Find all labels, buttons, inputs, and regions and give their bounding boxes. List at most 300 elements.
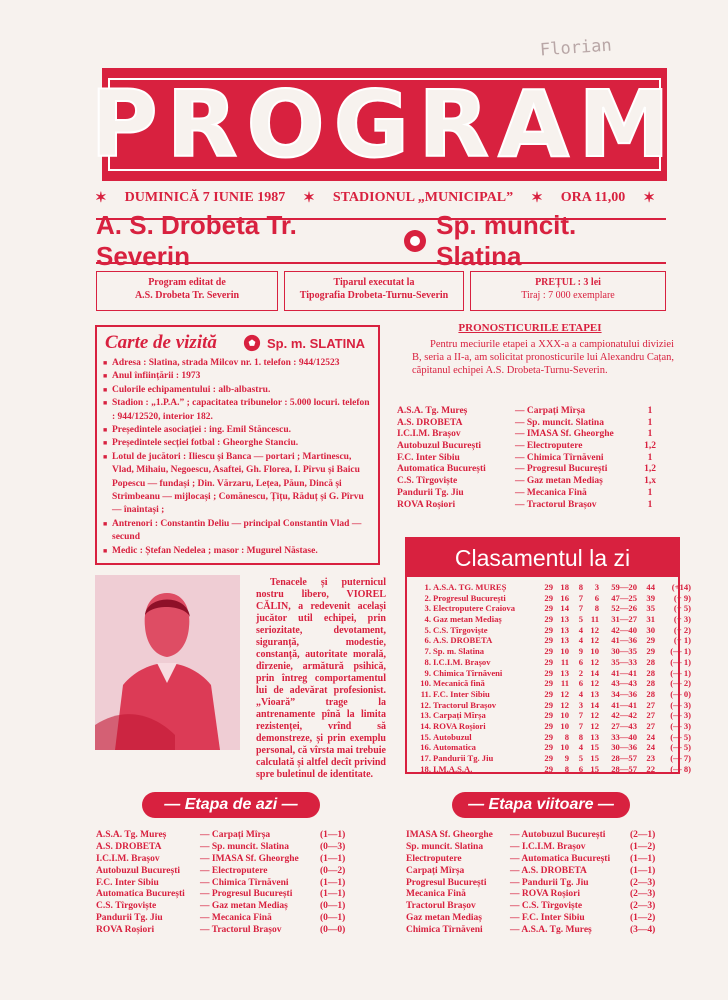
- edited-by-label: Program editat de: [148, 277, 226, 288]
- fixture-away: — F.C. Inter Sibiu: [510, 913, 585, 924]
- standings-row: [415, 678, 691, 689]
- standings-cell: 27: [646, 710, 655, 721]
- fixture-halftime: (1—1): [320, 830, 346, 840]
- standings-cell: 7: [578, 592, 583, 603]
- standings-cell: 29: [544, 667, 553, 678]
- standings-cell: (— 1): [670, 656, 691, 667]
- standings-cell: 29: [544, 592, 553, 603]
- fixture-row: [406, 901, 691, 913]
- next-round-heading: — Etapa viitoare —: [452, 792, 630, 818]
- fixture-home: IMASA Sf. Gheorghe: [406, 830, 493, 840]
- fixture-home: Electroputere: [406, 853, 462, 864]
- fixture-home: F.C. Inter Sibiu: [96, 877, 159, 888]
- standings-cell: 29: [544, 603, 553, 614]
- standings-cell: 11: [560, 656, 569, 667]
- prono-away: — Chimica Tîrnăveni: [515, 452, 604, 463]
- fixture-away: — Autobuzul București: [510, 830, 606, 840]
- standings-cell: A.S.A. TG. MUREȘ: [433, 582, 507, 592]
- standings-cell: 29: [544, 720, 553, 731]
- title-banner-frame: [90, 70, 679, 178]
- standings-cell: 24: [646, 742, 655, 753]
- standings-cell: 35: [646, 603, 655, 614]
- fixture-row: [96, 830, 381, 842]
- football-icon: [404, 230, 426, 252]
- standings-cell: 8.: [424, 656, 431, 667]
- fixture-home: Tractorul Brașov: [406, 901, 476, 912]
- today-fixtures: [96, 830, 381, 937]
- fixture-home: A.S.A. Tg. Mureș: [96, 830, 167, 840]
- card-item: ■ Culorile echipamentului : alb-albastru.: [103, 384, 373, 397]
- standings-cell: 8: [578, 582, 583, 592]
- standings-cell: 29: [544, 763, 553, 774]
- standings-cell: 14.: [420, 720, 431, 731]
- today-round-title: Etapa de azi: [184, 796, 278, 813]
- edited-by-box: [96, 271, 278, 311]
- fixture-row: [96, 913, 381, 925]
- standings-cell: 9: [578, 646, 583, 657]
- fixture-away: — Sp. muncit. Slatina: [200, 841, 289, 852]
- standings-cell: Autobuzul: [433, 731, 472, 742]
- standings-cell: 11: [560, 678, 569, 689]
- standings-cell: 47—25: [611, 592, 637, 603]
- star-icon: ✶: [531, 191, 543, 206]
- standings-cell: 14: [560, 603, 569, 614]
- standings-cell: 4: [578, 688, 583, 699]
- prono-tip: 1,x: [644, 476, 656, 487]
- standings-cell: Mecanică fină: [433, 678, 485, 689]
- fixture-row: [96, 889, 381, 901]
- fixture-row: [96, 866, 381, 878]
- fixture-halftime: (0—1): [320, 913, 346, 924]
- star-icon: ✶: [643, 191, 655, 206]
- standings-cell: 27: [646, 699, 655, 710]
- standings-cell: 33—40: [611, 731, 637, 742]
- standings-cell: 43—43: [611, 678, 637, 689]
- standings-cell: 29: [544, 699, 553, 710]
- standings-cell: 3: [594, 582, 599, 592]
- standings-cell: 6: [594, 592, 599, 603]
- fixture-away: — Tractorul Brașov: [200, 925, 282, 936]
- fixture-row: [96, 901, 381, 913]
- prono-tip: 1: [647, 452, 653, 463]
- standings-cell: 4: [578, 624, 583, 635]
- standings-table: [415, 582, 691, 774]
- fixture-halftime: (0—0): [320, 925, 346, 936]
- prono-heading: PRONOSTICURILE ETAPEI: [458, 322, 602, 334]
- fixture-halftime: (2—1): [630, 830, 656, 840]
- standings-row: [415, 731, 691, 743]
- fixture-halftime: (0—3): [320, 841, 346, 852]
- standings-cell: 17.: [420, 753, 431, 763]
- standings-cell: (— 3): [670, 710, 691, 721]
- standings-cell: 12: [590, 720, 599, 731]
- standings-row: [415, 646, 691, 657]
- card-item: ■ Antrenori : Constantin Deliu — principal Constantin Vlad — secund: [103, 518, 373, 545]
- standings-cell: 31—27: [611, 614, 637, 625]
- prono-row: [397, 441, 665, 453]
- standings-cell: 1.: [424, 582, 431, 592]
- fixture-away: — I.C.I.M. Brașov: [510, 841, 586, 852]
- standings-cell: (+ 9): [673, 592, 691, 603]
- standings-row: [415, 699, 691, 711]
- standings-cell: 29: [646, 635, 655, 646]
- player-bio: Tenacele și puternicul nostru libero, VIOREL CĂLIN, a redevenit același jucător util echipei, prin seriozitate, devotament, siguranță, modestie, constanță, autoritate morală, dîrzenie, armătură psihică, prin întreg comportamentul lui de adevărat profesionist. „Vioară” trage la antrenamente pînă la limita rezistenței, vrînd să demonstreze, și prin exemplu personal, că vîrsta mai trebuie calculată și altfel decît privind spre buletinul de identitate.: [256, 577, 386, 780]
- player-photo-drawing: [95, 575, 240, 750]
- prono-row: [397, 476, 665, 488]
- standings-cell: (— 8): [670, 763, 691, 774]
- prono-away: — Carpați Mîrșa: [515, 406, 586, 416]
- stadium: STADIONUL „MUNICIPAL”: [332, 190, 514, 205]
- football-icon: [243, 334, 261, 352]
- standings-cell: 5: [578, 753, 583, 763]
- fixture-halftime: (2—3): [630, 901, 656, 912]
- standings-cell: 34—36: [611, 688, 637, 699]
- fixture-row: [96, 925, 381, 937]
- standings-cell: 39: [646, 592, 655, 603]
- standings-cell: 52—26: [611, 603, 637, 614]
- standings-cell: 29: [544, 753, 553, 763]
- standings-cell: 35—33: [611, 656, 637, 667]
- standings-row: [415, 742, 691, 753]
- star-icon: ✶: [95, 191, 107, 206]
- prono-tip: 1: [647, 429, 653, 440]
- fixture-away: — Electroputere: [200, 865, 268, 876]
- standings-cell: (— 1): [670, 646, 691, 657]
- standings-cell: A.S. DROBETA: [433, 635, 493, 646]
- fixture-away: — ROVA Roșiori: [510, 889, 581, 900]
- standings-cell: 7.: [424, 646, 431, 657]
- fixture-row: [96, 854, 381, 866]
- prono-away: — Progresul București: [515, 464, 608, 475]
- fixture-halftime: (3—4): [630, 925, 656, 936]
- fixture-row: [406, 866, 691, 878]
- standings-cell: 15: [590, 763, 599, 774]
- standings-cell: 29: [544, 731, 553, 742]
- standings-cell: (+ 5): [673, 603, 691, 614]
- prono-row: [397, 488, 665, 500]
- prono-tip: 1: [647, 417, 653, 428]
- standings-cell: 29: [646, 646, 655, 657]
- fixture-halftime: (2—3): [630, 877, 656, 888]
- card-items: [103, 357, 373, 558]
- standings-cell: 29: [544, 742, 553, 753]
- standings-cell: 28—57: [611, 753, 637, 763]
- fixture-home: ROVA Roșiori: [96, 925, 155, 936]
- standings-row: [415, 753, 691, 764]
- standings-cell: ROVA Roșiori: [433, 720, 486, 731]
- standings-cell: 28: [646, 678, 655, 689]
- standings-box: [405, 537, 691, 774]
- prono-away: — Tractorul Brașov: [515, 499, 597, 510]
- prono-intro: Pentru meciurile etapei a XXX-a a campionatului diviziei B, seria a II-a, am solicitat pronosticurile lui Alexandru Cațan, căpitanul echipei A.S. Drobeta-Turnu-Severin.: [412, 339, 674, 376]
- kickoff-time: ORA 11,00: [560, 190, 626, 205]
- standings-cell: I.C.I.M. Brașov: [433, 656, 491, 667]
- fixture-home: Carpați Mîrșa: [406, 865, 465, 876]
- card-item: ■ Președintele secției fotbal : Gheorghe Stanciu.: [103, 437, 373, 450]
- standings-cell: 14: [590, 667, 599, 678]
- standings-cell: 12: [590, 710, 599, 721]
- fixture-away: — Gaz metan Mediaș: [200, 901, 288, 912]
- fixture-home: Mecanica Fină: [406, 889, 466, 900]
- fixture-row: [406, 842, 691, 854]
- prono-row: [397, 464, 665, 476]
- standings-cell: 8: [564, 731, 569, 742]
- standings-cell: 10: [560, 742, 569, 753]
- standings-cell: 42—42: [611, 710, 637, 721]
- prono-tip: 1: [647, 406, 653, 416]
- standings-cell: Carpați Mîrșa: [433, 710, 486, 721]
- standings-cell: 15.: [420, 731, 431, 742]
- standings-cell: (— 2): [670, 678, 691, 689]
- fixture-row: [96, 842, 381, 854]
- standings-cell: 12: [590, 656, 599, 667]
- title-banner: [90, 68, 679, 181]
- prono-away: — Electroputere: [515, 441, 583, 452]
- prono-row: [397, 453, 665, 465]
- prono-tip: 1,2: [644, 441, 656, 452]
- fixture-away: — Carpați Mîrșa: [200, 830, 271, 840]
- standings-cell: 29: [544, 678, 553, 689]
- standings-cell: 5.: [424, 624, 431, 635]
- visiting-card: [95, 325, 380, 565]
- standings-cell: 3: [578, 699, 583, 710]
- player-photo: [95, 575, 240, 750]
- standings-cell: 30—35: [611, 646, 637, 657]
- fixture-halftime: (1—1): [630, 865, 656, 876]
- standings-cell: 13: [560, 667, 569, 678]
- prono-home: I.C.I.M. Brașov: [397, 429, 461, 440]
- standings-cell: 15: [590, 742, 599, 753]
- card-item: ■ Adresa : Slatina, strada Milcov nr. 1. telefon : 944/12523: [103, 357, 373, 370]
- standings-cell: 11.: [420, 688, 431, 699]
- standings-cell: 7: [578, 720, 583, 731]
- prono-away: — Gaz metan Mediaș: [515, 476, 603, 487]
- fixture-halftime: (0—2): [320, 865, 346, 876]
- standings-cell: 16: [560, 592, 569, 603]
- next-round-title: Etapa viitoare: [488, 796, 594, 813]
- match-date: DUMINICĂ 7 IUNIE 1987: [124, 190, 286, 205]
- standings-cell: 27—43: [611, 720, 637, 731]
- star-icon: ✶: [303, 191, 315, 206]
- prono-list: [397, 406, 665, 511]
- standings-cell: 29: [544, 656, 553, 667]
- standings-cell: 15: [590, 753, 599, 763]
- fixture-away: — A.S.A. Tg. Mureș: [510, 925, 592, 936]
- print-run: Tiraj : 7 000 exemplare: [521, 290, 615, 301]
- standings-cell: 44: [646, 582, 655, 592]
- fixture-halftime: (1—1): [320, 889, 346, 900]
- standings-row: [415, 688, 691, 700]
- fixture-halftime: (1—2): [630, 841, 656, 852]
- standings-cell: Progresul București: [433, 592, 506, 603]
- prono-home: A.S. DROBETA: [397, 417, 463, 428]
- standings-cell: Chimica Tîrnăveni: [433, 667, 503, 678]
- card-club: Sp. m. SLATINA: [267, 336, 365, 351]
- standings-cell: 8: [578, 731, 583, 742]
- fixture-row: [406, 925, 691, 937]
- fixture-home: A.S. DROBETA: [96, 841, 162, 852]
- prono-home: F.C. Inter Sibiu: [397, 452, 460, 463]
- fixture-row: [406, 830, 691, 842]
- standings-cell: 6: [578, 678, 583, 689]
- standings-cell: 13: [590, 688, 599, 699]
- standings-cell: 42—40: [611, 624, 637, 635]
- fixture-halftime: (1—1): [320, 877, 346, 888]
- fixture-home: Automatica București: [96, 889, 185, 900]
- prono-tip: 1,2: [644, 464, 656, 475]
- standings-cell: 16.: [420, 742, 431, 753]
- standings-cell: 41—41: [611, 699, 637, 710]
- standings-row: [415, 635, 691, 646]
- fixture-home: I.C.I.M. Brașov: [96, 853, 160, 864]
- prono-row: [397, 418, 665, 430]
- standings-cell: 9.: [424, 667, 431, 678]
- standings-cell: 28: [646, 667, 655, 678]
- prono-away: — Sp. muncit. Slatina: [515, 417, 604, 428]
- standings-row: [415, 656, 691, 668]
- prono-home: C.S. Tîrgoviște: [397, 476, 458, 487]
- fixture-home: Sp. muncit. Slatina: [406, 841, 484, 852]
- card-item: ■ Lotul de jucători : Iliescu și Banca — portari ; Martinescu, Vlad, Mihaiu, Negoescu, Asaftei, Gh. Florea, I. Pîrvu și Baicu Popescu — fundași ; Din. Vărzaru, Lețea, Păun, Dincă și Strîmbeanu — mijlocași ; Comănescu, Țițu, Răduț și G. Pîrvu — înaintași ;: [103, 451, 373, 518]
- prono-row: [397, 500, 665, 512]
- standings-cell: 2.: [424, 592, 431, 603]
- printed-by-label: Tiparul executat la: [333, 277, 415, 288]
- fixture-row: [406, 854, 691, 866]
- standings-cell: 29: [544, 582, 553, 592]
- standings-cell: 29: [544, 710, 553, 721]
- fixture-halftime: (1—1): [320, 853, 346, 864]
- standings-row: [415, 624, 691, 636]
- fixture-away: — Chimica Tîrnăveni: [200, 877, 289, 888]
- standings-cell: 11: [590, 614, 599, 625]
- standings-cell: (— 1): [670, 667, 691, 678]
- prono-home: Automatica București: [397, 464, 486, 475]
- standings-cell: 12: [590, 624, 599, 635]
- standings-cell: 10: [560, 646, 569, 657]
- prono-away: — Mecanica Fină: [515, 487, 587, 498]
- next-fixtures: [406, 830, 691, 937]
- standings-cell: 10: [590, 646, 599, 657]
- prono-tip: 1: [647, 487, 653, 498]
- standings-row: [415, 667, 691, 679]
- standings-cell: 2: [578, 667, 583, 678]
- standings-row: [415, 582, 691, 593]
- standings-cell: 24: [646, 731, 655, 742]
- standings-cell: 41—41: [611, 667, 637, 678]
- printed-by-value: Tipografia Drobeta-Turnu-Severin: [299, 290, 449, 301]
- page-title: PROGRAM: [90, 70, 679, 178]
- standings-row: [415, 720, 691, 732]
- standings-cell: 7: [578, 710, 583, 721]
- standings-cell: (— 3): [670, 699, 691, 710]
- prono-row: [397, 429, 665, 441]
- standings-cell: (— 3): [670, 720, 691, 731]
- fixture-home: Autobuzul București: [96, 865, 181, 876]
- fixture-away: — Progresul București: [200, 889, 293, 900]
- standings-cell: 29: [544, 646, 553, 657]
- fixture-halftime: (1—1): [630, 853, 656, 864]
- home-team: A. S. Drobeta Tr. Severin: [96, 210, 297, 271]
- standings-cell: 23: [646, 753, 655, 763]
- standings-cell: 59—20: [611, 582, 637, 592]
- standings-cell: 12: [590, 635, 599, 646]
- prono-away: — IMASA Sf. Gheorghe: [515, 429, 614, 440]
- standings-cell: 41—36: [611, 635, 637, 646]
- standings-cell: 28: [646, 688, 655, 699]
- standings-cell: Electroputere Craiova: [433, 603, 516, 614]
- standings-cell: Gaz metan Mediaș: [433, 614, 502, 625]
- standings-cell: 29: [544, 688, 553, 699]
- fixture-halftime: (1—2): [630, 913, 656, 924]
- card-item: ■ Anul înființării : 1973: [103, 370, 373, 383]
- date-line: [95, 190, 655, 210]
- standings-cell: C.S. Tîrgoviște: [433, 624, 488, 635]
- standings-cell: 10.: [420, 678, 431, 689]
- fixture-home: Progresul București: [406, 877, 487, 888]
- standings-cell: (+ 3): [673, 614, 691, 625]
- standings-cell: 22: [646, 763, 655, 774]
- standings-cell: 10: [560, 720, 569, 731]
- standings-cell: I.M.A.S.A.: [433, 763, 473, 774]
- standings-cell: 13.: [420, 710, 431, 721]
- standings-cell: 27: [646, 720, 655, 731]
- standings-row: [415, 710, 691, 721]
- price-box: [470, 271, 666, 311]
- standings-cell: 7: [578, 603, 583, 614]
- standings-cell: 10: [560, 710, 569, 721]
- standings-cell: 30—36: [611, 742, 637, 753]
- standings-cell: 9: [564, 753, 569, 763]
- standings-cell: F.C. Inter Sibiu: [433, 688, 490, 699]
- standings-cell: 13: [560, 614, 569, 625]
- fixture-away: — IMASA Sf. Gheorghe: [200, 853, 299, 864]
- standings-cell: 18.: [420, 763, 431, 774]
- standings-cell: 12: [560, 699, 569, 710]
- standings-row: [415, 592, 691, 604]
- standings-cell: 8: [564, 763, 569, 774]
- fixture-home: C.S. Tîrgoviște: [96, 901, 157, 912]
- standings-row: [415, 763, 691, 775]
- standings-row: [415, 603, 691, 614]
- fixture-away: — Pandurii Tg. Jiu: [510, 877, 589, 888]
- prono-home: A.S.A. Tg. Mureș: [397, 406, 468, 416]
- fixture-row: [406, 913, 691, 925]
- standings-cell: 18: [560, 582, 569, 592]
- fixture-row: [96, 878, 381, 890]
- standings-cell: Automatica: [433, 742, 476, 753]
- printed-by-box: [284, 271, 464, 311]
- card-item: ■ Stadion : „1.P.A.” ; capacitatea tribunelor : 5.000 locuri. telefon : 944/12520, interior 182.: [103, 397, 373, 424]
- today-round-heading: — Etapa de azi —: [142, 792, 320, 818]
- fixture-away: — Mecanica Fină: [200, 913, 272, 924]
- standings-cell: 13: [590, 731, 599, 742]
- prono-home: Pandurii Tg. Jiu: [397, 487, 464, 498]
- standings-cell: 4.: [424, 614, 431, 625]
- standings-cell: 6: [578, 656, 583, 667]
- prono-home: ROVA Roșiori: [397, 499, 456, 510]
- standings-cell: 31: [646, 614, 655, 625]
- prono-row: [397, 406, 665, 418]
- fixture-home: Chimica Tîrnăveni: [406, 925, 483, 936]
- standings-row: [415, 614, 691, 625]
- standings-cell: 29: [544, 614, 553, 625]
- price: PREȚUL : 3 lei: [535, 277, 601, 288]
- fixture-away: — Automatica București: [510, 853, 611, 864]
- standings-cell: 12: [560, 688, 569, 699]
- fixture-home: Pandurii Tg. Jiu: [96, 913, 163, 924]
- standings-cell: 14: [590, 699, 599, 710]
- handwritten-note: Florian: [539, 35, 613, 61]
